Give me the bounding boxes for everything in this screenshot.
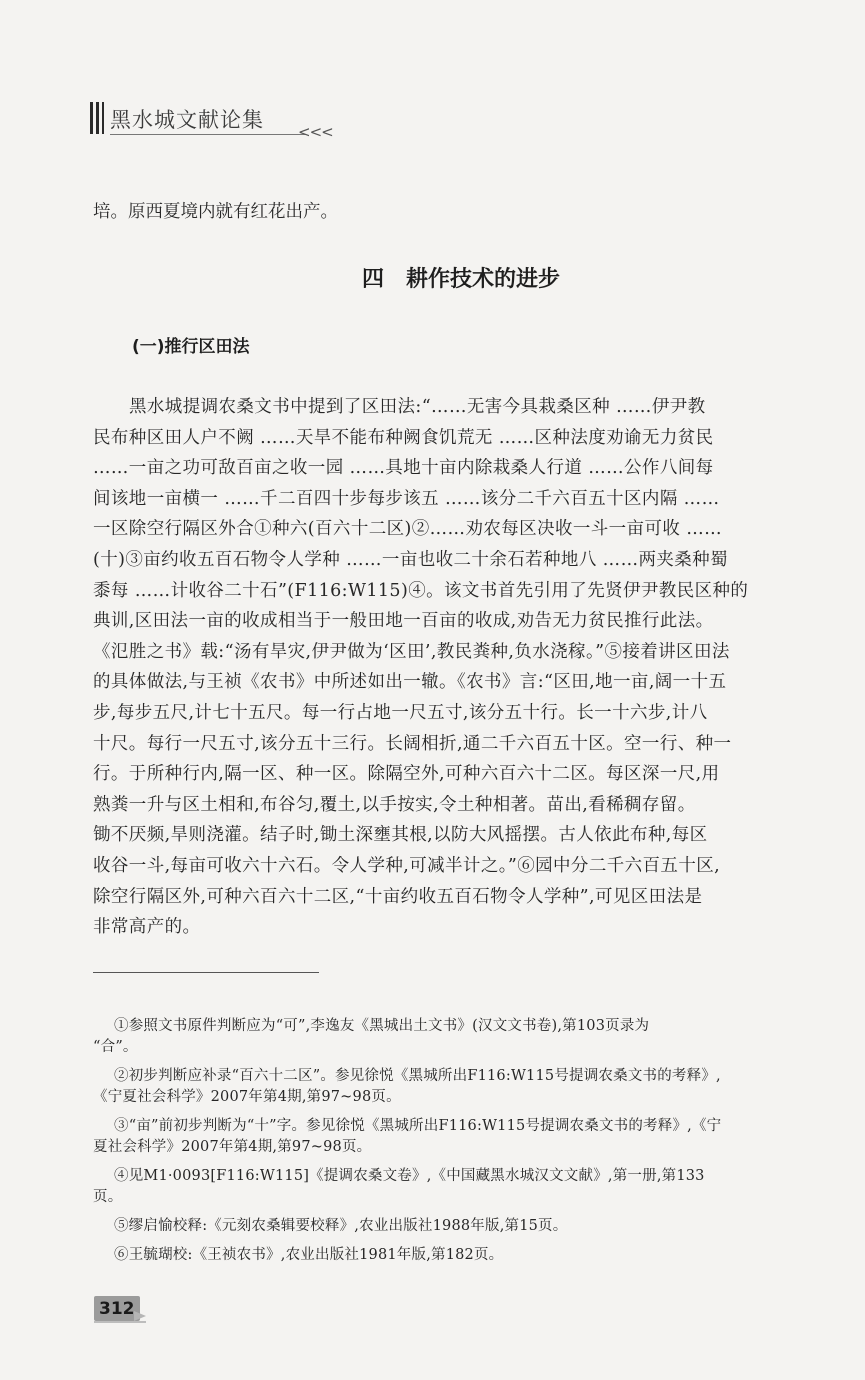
footnote-text: ⑥王毓瑚校:《王祯农书》,农业出版社1981年版,第182页。 [114, 1247, 504, 1263]
footnote-divider [93, 972, 319, 973]
footnote-text: ①参照文书原件判断应为“可”,李逸友《黑城出土文书》(汉文文书卷),第103页录为 [114, 1018, 650, 1034]
continuation-line: 培。原西夏境内就有红花出产。 [93, 202, 338, 222]
page-number: 312 [94, 1296, 140, 1321]
paragraph-line: 行。于所种行内,隔一区、种一区。除隔空外,可种六百六十二区。每区深一尺,用 [93, 764, 720, 785]
paragraph-line: 收谷一斗,每亩可收六十六石。令人学种,可减半计之。”⑥园中分二千六百五十区, [93, 855, 721, 876]
footnote [93, 1216, 833, 1237]
paragraph-line: (十)③亩约收五百石物令人学种 ……一亩也收二十余石若种地八 ……两夹桑种蜀 [93, 549, 728, 570]
footnote-continuation: 夏社会科学》2007年第4期,第97~98页。 [93, 1139, 372, 1155]
paragraph-line: ……一亩之功可敌百亩之收一园 ……具地十亩内除栽桑人行道 ……公作八间每 [93, 458, 714, 479]
paragraph-line: 非常高产的。 [93, 917, 201, 938]
paragraph-line: 步,每步五尺,计七十五尺。每一行占地一尺五寸,该分五十行。长一十六步,计八 [93, 702, 708, 723]
page-number-arrow-icon [134, 1311, 146, 1321]
running-header-title: 黑水城文献论集 [110, 108, 264, 132]
footnote [93, 1016, 833, 1058]
subsection-heading: (一)推行区田法 [132, 337, 250, 357]
paragraph-line: 间该地一亩横一 ……千二百四十步每步该五 ……该分二千六百五十区内隔 …… [93, 488, 720, 509]
paragraph-line: 《氾胜之书》载:“汤有旱灾,伊尹做为‘区田’,教民粪种,负水浇稼。”⑤接着讲区田法 [93, 641, 730, 662]
body-paragraph [93, 392, 831, 943]
paragraph-line: 锄不厌频,旱则浇灌。结子时,锄土深壅其根,以防大风摇摆。古人依此布种,每区 [93, 825, 708, 846]
paragraph-line: 十尺。每行一尺五寸,该分五十三行。长阔相折,通二千六百五十区。空一行、种一 [93, 733, 732, 754]
footnote [93, 1166, 833, 1208]
section-number: 四 [362, 267, 385, 292]
footnote [93, 1245, 833, 1266]
footnote-text: ②初步判断应补录“百六十二区”。参见徐悦《黑城所出F116:W115号提调农桑文书的考释》, [114, 1068, 721, 1084]
paragraph-line: 的具体做法,与王祯《农书》中所述如出一辙。《农书》言:“区田,地一亩,阔一十五 [93, 672, 727, 693]
section-title: 耕作技术的进步 [406, 267, 561, 292]
footnote-continuation: 《宁夏社会科学》2007年第4期,第97~98页。 [93, 1089, 401, 1105]
header-rule [110, 134, 306, 135]
footnote-continuation: 页。 [93, 1189, 123, 1205]
footnote-text: ⑤缪启愉校释:《元刻农桑辑要校释》,农业出版社1988年版,第15页。 [114, 1218, 568, 1234]
footnote [93, 1116, 833, 1158]
paragraph-line: 熟粪一升与区土相和,布谷匀,覆土,以手按实,令土种相著。苗出,看稀稠存留。 [93, 794, 696, 815]
paragraph-line: 除空行隔区外,可种六百六十二区,“十亩约收五百石物令人学种”,可见区田法是 [93, 886, 703, 907]
paragraph-line: 黍每 ……计收谷二十石”(F116:W115)④。该文书首先引用了先贤伊尹教民区种的 [93, 580, 749, 601]
footnotes [93, 1016, 833, 1274]
page-number-rule [94, 1321, 146, 1323]
footnote-continuation: “合”。 [93, 1039, 138, 1055]
header-chevrons: <<< [298, 123, 333, 141]
paragraph-line: 黑水城提调农桑文书中提到了区田法:“……无害今具栽桑区种 ……伊尹教 [129, 397, 706, 417]
paragraph-line: 一区除空行隔区外合①种六(百六十二区)②……劝农每区决收一斗一亩可收 …… [93, 519, 723, 540]
section-heading [362, 262, 560, 293]
footnote [93, 1066, 833, 1108]
footnote-text: ④见M1·0093[F116:W115]《提调农桑文卷》,《中国藏黑水城汉文文献》,第一册,第133 [114, 1168, 705, 1184]
paragraph-line: 典训,区田法一亩的收成相当于一般田地一百亩的收成,劝告无力贫民推行此法。 [93, 611, 714, 632]
paragraph-line: 民布种区田人户不阙 ……天旱不能布种阙食饥荒无 ……区种法度劝谕无力贫民 [93, 427, 714, 448]
footnote-text: ③“亩”前初步判断为“十”字。参见徐悦《黑城所出F116:W115号提调农桑文书的考释》,《宁 [114, 1118, 722, 1134]
